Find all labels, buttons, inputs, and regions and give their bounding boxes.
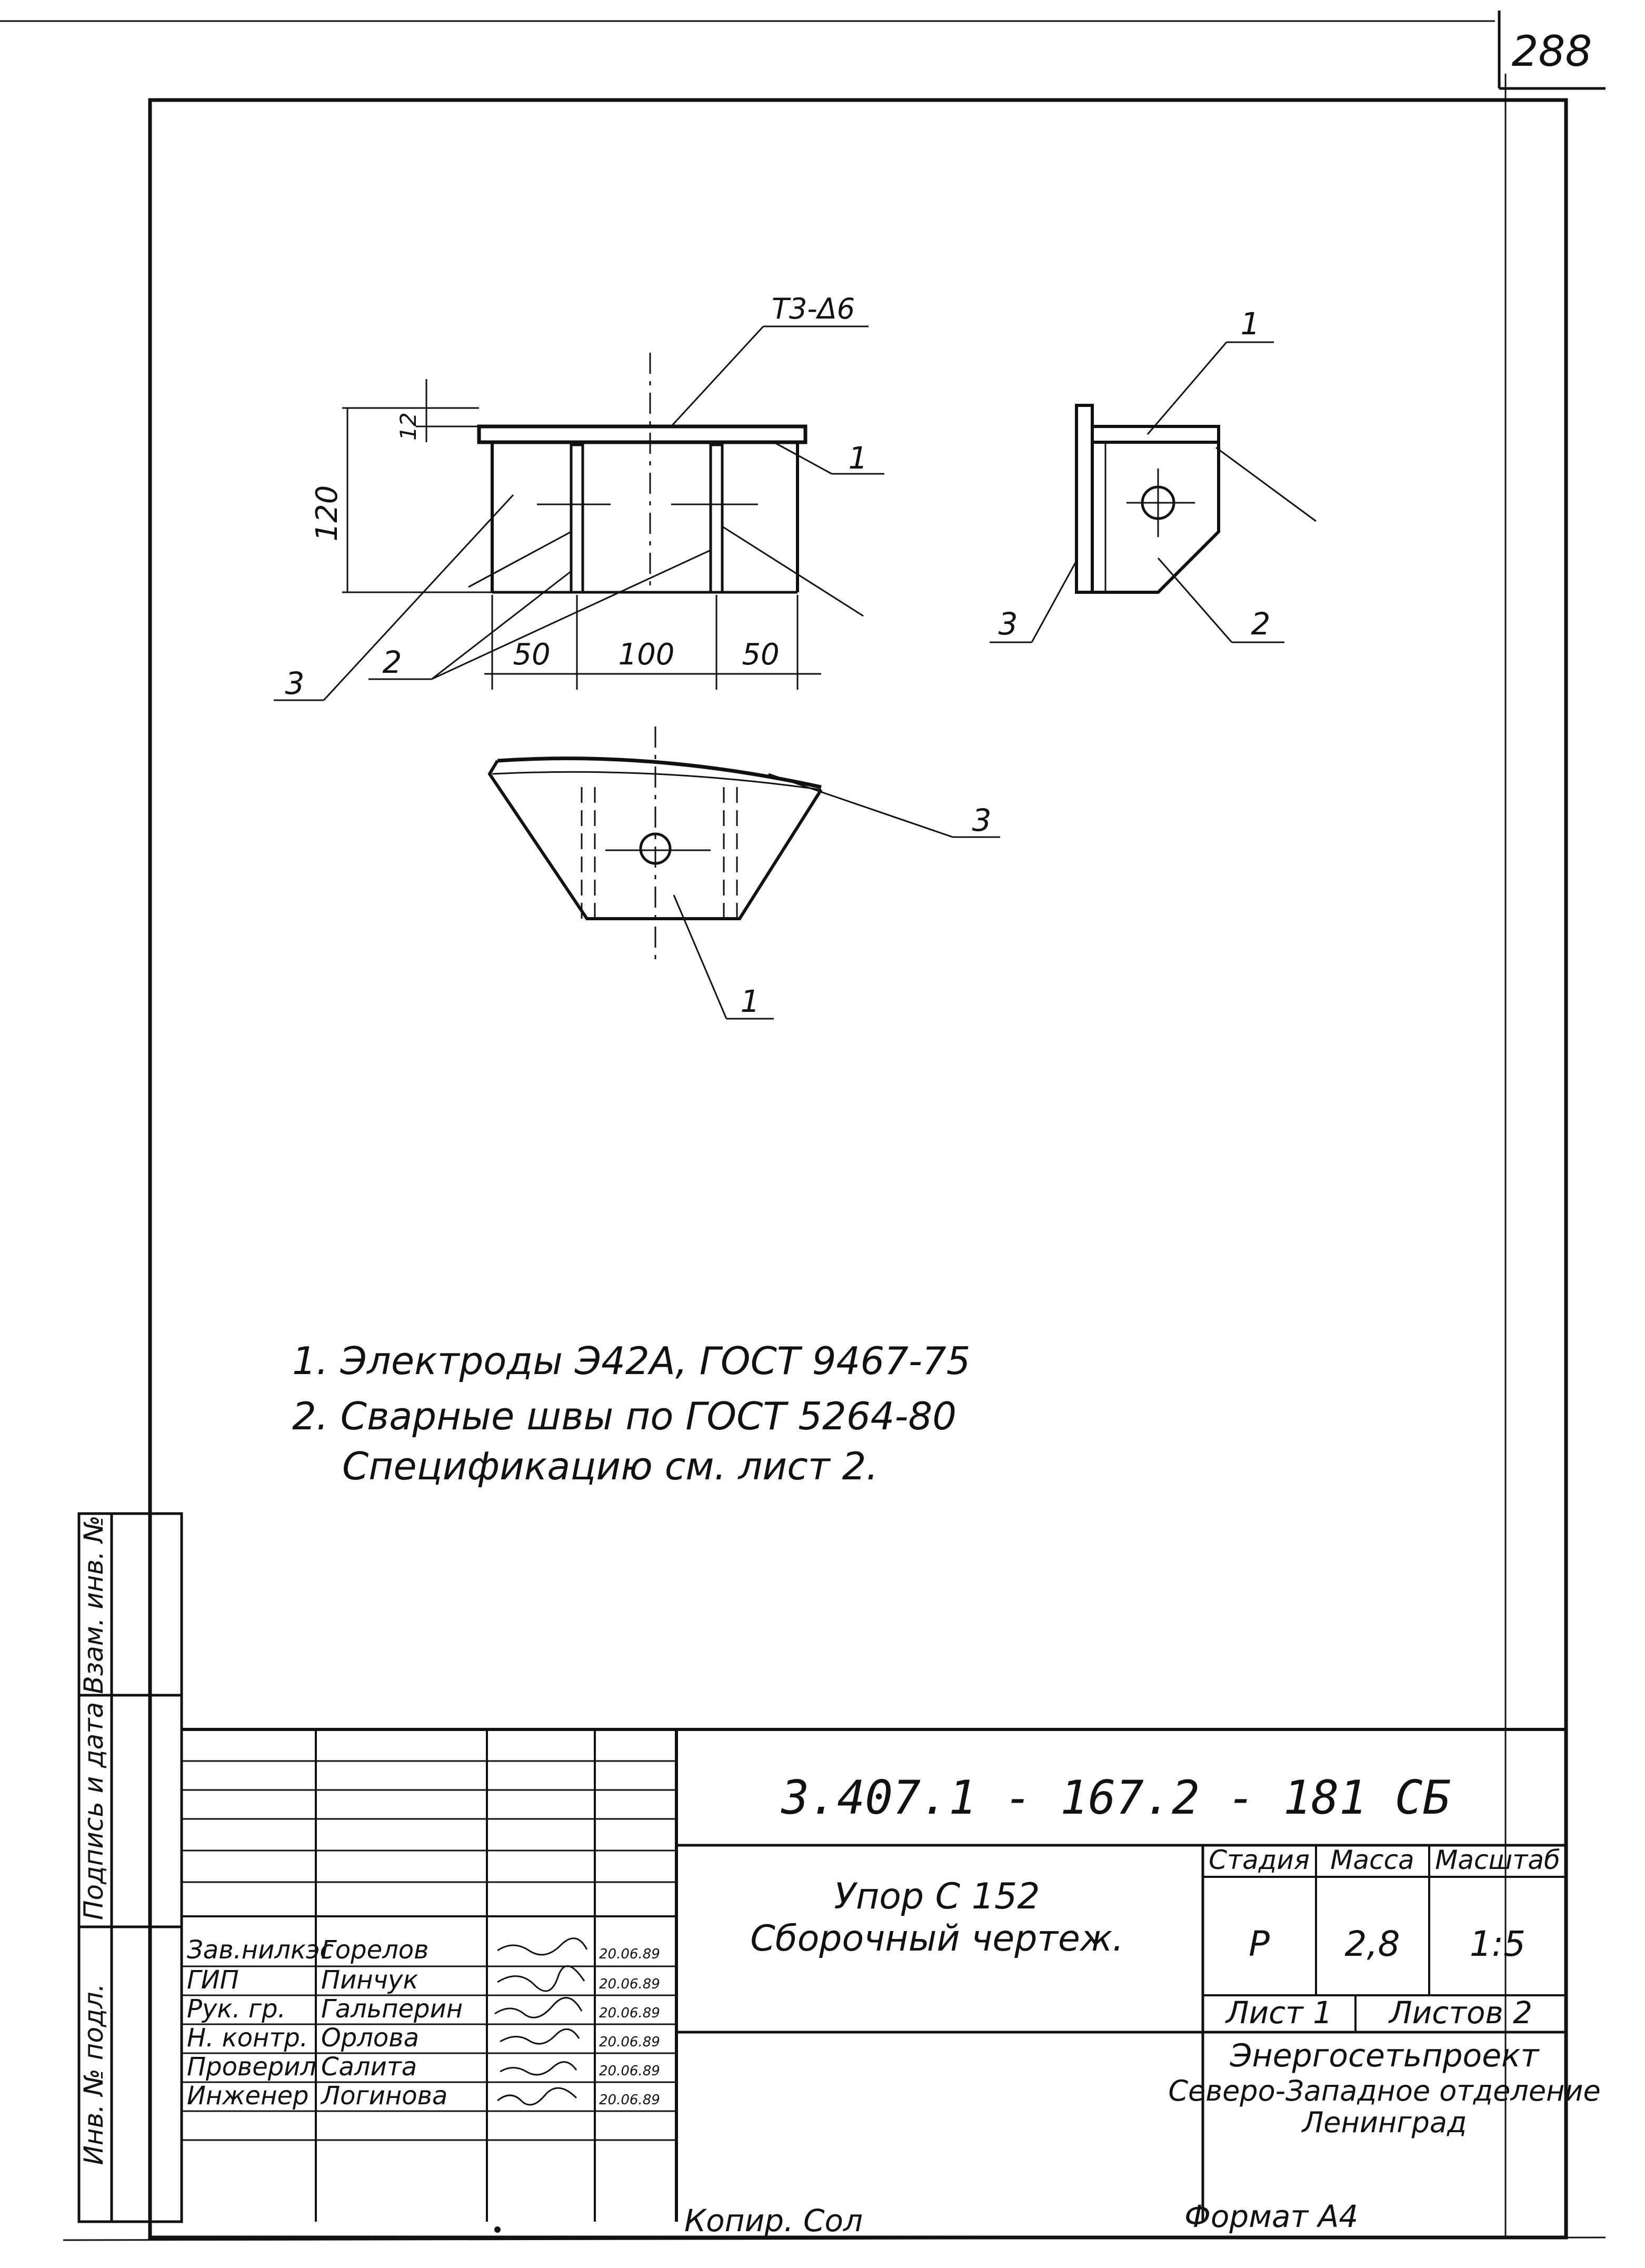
org-city: Ленинград bbox=[1302, 2106, 1467, 2139]
name-text: Пинчук bbox=[321, 1965, 418, 1995]
dim-50-left: 50 bbox=[513, 638, 551, 672]
note-1: 1. Электроды Э42А, ГОСТ 9467-75 bbox=[292, 1339, 971, 1383]
front-rib-left bbox=[571, 445, 583, 592]
item-name: Упор С 152 bbox=[834, 1876, 1040, 1917]
signature-mark bbox=[497, 1938, 587, 1955]
side-vzam-inv: Взам. инв. № bbox=[78, 1515, 109, 1694]
signature-row bbox=[187, 2052, 660, 2082]
signature-row bbox=[187, 2023, 660, 2053]
note-2: 2. Сварные швы по ГОСТ 5264-80 bbox=[292, 1394, 957, 1438]
dim-12: 12 bbox=[395, 412, 421, 441]
plan-pos-3: 3 bbox=[972, 802, 992, 838]
front-pos-3: 3 bbox=[285, 665, 305, 701]
header-stage: Стадия bbox=[1209, 1845, 1310, 1875]
role-text: Зав.нилкэс bbox=[187, 1935, 334, 1965]
scale-value: 1:5 bbox=[1469, 1924, 1526, 1964]
date-text: 20.06.89 bbox=[599, 2034, 660, 2050]
sheet-label: Лист 1 bbox=[1225, 1995, 1333, 2031]
notes bbox=[292, 1339, 971, 1488]
front-top-plate bbox=[479, 426, 805, 442]
signature-row bbox=[187, 1965, 660, 1995]
footer bbox=[494, 2199, 1358, 2239]
header-mass: Масса bbox=[1330, 1845, 1414, 1875]
date-text: 20.06.89 bbox=[599, 1946, 660, 1962]
date-text: 20.06.89 bbox=[599, 1976, 660, 1992]
date-text: 20.06.89 bbox=[599, 2092, 660, 2108]
page-number: 288 bbox=[1511, 27, 1592, 76]
front-pos-1: 1 bbox=[848, 440, 868, 476]
plan-pos-1: 1 bbox=[740, 983, 760, 1019]
doc-code: 3.407.1 - 167.2 - 181 СБ bbox=[781, 1770, 1451, 1825]
name-text: Орлова bbox=[321, 2023, 419, 2053]
dim-50-right: 50 bbox=[742, 638, 780, 672]
role-text: Н. контр. bbox=[187, 2023, 308, 2053]
doc-type: Сборочный чертеж. bbox=[750, 1918, 1124, 1959]
org-name: Энергосетьпроект bbox=[1230, 2037, 1539, 2074]
signature-row bbox=[187, 1994, 660, 2024]
dim-100: 100 bbox=[618, 638, 675, 672]
signature-mark bbox=[500, 2029, 579, 2044]
role-text: ГИП bbox=[187, 1965, 239, 1995]
role-text: Инженер bbox=[187, 2081, 309, 2111]
front-rib-right bbox=[711, 445, 722, 592]
org-dept: Северо-Западное отделение bbox=[1168, 2074, 1601, 2107]
signature-mark bbox=[500, 2062, 576, 2075]
header-scale: Масштаб bbox=[1435, 1845, 1560, 1875]
mass-value: 2,8 bbox=[1344, 1924, 1400, 1964]
front-view bbox=[274, 292, 884, 701]
name-text: Логинова bbox=[321, 2081, 448, 2111]
page-number-box bbox=[1499, 11, 1606, 88]
front-pos-2: 2 bbox=[382, 644, 402, 680]
name-text: Гальперин bbox=[321, 1994, 463, 2024]
sheets-label: Листов 2 bbox=[1389, 1995, 1532, 2031]
date-text: 20.06.89 bbox=[599, 2005, 660, 2021]
side-base-plate bbox=[1076, 405, 1092, 592]
side-view bbox=[990, 306, 1316, 642]
side-top-plate bbox=[1092, 426, 1219, 442]
weld-label: Т3-Δ6 bbox=[771, 292, 855, 325]
signature-row bbox=[187, 1935, 660, 1965]
role-text: Проверил bbox=[187, 2052, 317, 2082]
signature-mark bbox=[497, 2088, 576, 2105]
name-text: Горелов bbox=[321, 1935, 429, 1965]
side-signature-date: Подпись и дата bbox=[78, 1702, 109, 1921]
footer-copied: Копир. Сол bbox=[684, 2203, 863, 2239]
footer-format: Формат А4 bbox=[1184, 2199, 1359, 2234]
signature-rows bbox=[187, 1935, 660, 2111]
signature-mark bbox=[495, 1998, 582, 2018]
note-3: Спецификацию см. лист 2. bbox=[342, 1444, 879, 1488]
side-pos-1: 1 bbox=[1240, 306, 1260, 342]
dim-120: 120 bbox=[310, 485, 344, 542]
name-text: Салита bbox=[321, 2052, 417, 2082]
plan-view bbox=[490, 727, 1000, 1019]
footer-dot bbox=[494, 2226, 501, 2233]
date-text: 20.06.89 bbox=[599, 2063, 660, 2079]
side-pos-2: 2 bbox=[1251, 606, 1271, 642]
signature-mark bbox=[497, 1966, 584, 1991]
signature-row bbox=[187, 2081, 660, 2111]
side-inv-podl: Инв. № подл. bbox=[78, 1983, 109, 2165]
side-strip bbox=[78, 1514, 182, 2222]
role-text: Рук. гр. bbox=[187, 1994, 286, 2024]
stage-value: Р bbox=[1249, 1924, 1270, 1964]
side-pos-3: 3 bbox=[998, 606, 1018, 642]
